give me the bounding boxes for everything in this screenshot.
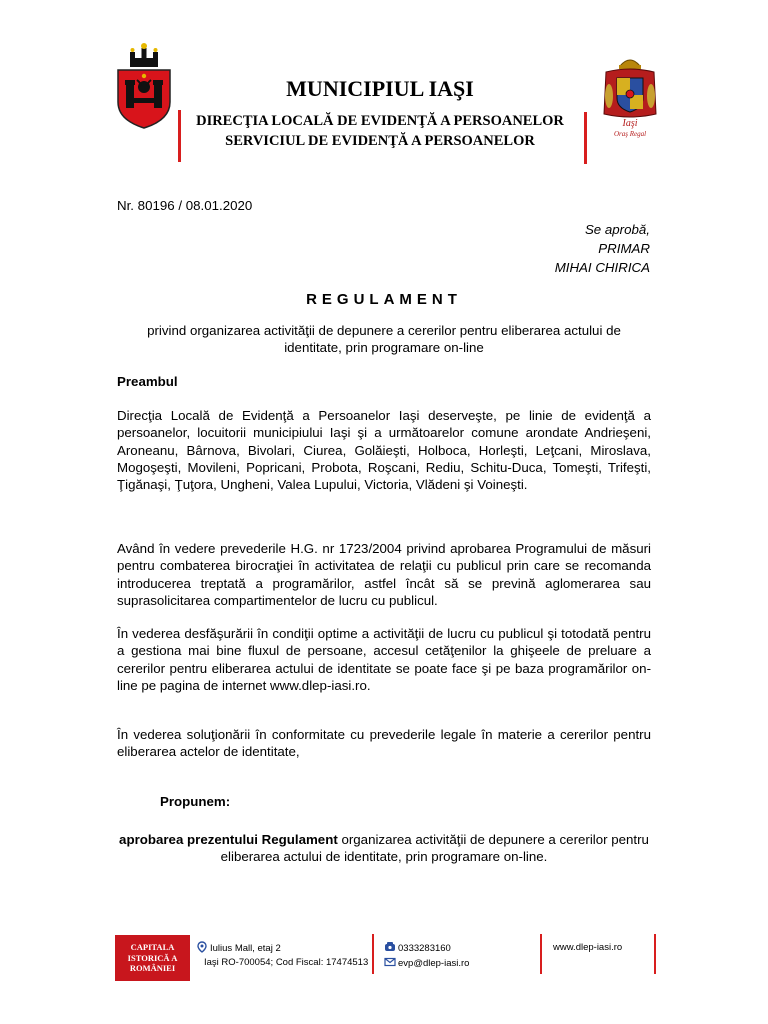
badge-line: ISTORICĂ A (127, 952, 178, 963)
header-right-rule (584, 112, 587, 164)
badge-line: CAPITALA (130, 942, 175, 953)
footer-rule-2 (540, 934, 542, 974)
propose-heading: Propunem: (160, 794, 231, 809)
final-statement-rest: organizarea activităţii de depunere a cererilor pentru eliberarea actului de identitate, prin programare on-line. (220, 832, 649, 865)
footer-contact (384, 941, 469, 971)
iasi-royal-capital-logo-icon (600, 52, 660, 140)
phone-icon (384, 941, 396, 953)
footer-rule-1 (372, 934, 374, 974)
paragraph-4: În vederea soluţionării în conformitate cu prevederile legale în materie a cererilor pentru eliberarea actelor de identitate, (117, 727, 651, 760)
approval-line: Se aprobă, (584, 222, 650, 237)
logo-caption-2: Oraş Regal (613, 130, 647, 138)
address-line-1: Iulius Mall, etaj 2 (210, 943, 281, 954)
document-subtitle: privind organizarea activităţii de depunere a cererilor pentru eliberarea actului de identitate, prin programare on-line (147, 323, 621, 356)
document-number: Nr. 80196 / 08.01.2020 (117, 198, 253, 213)
phone-number[interactable]: 0333283160 (398, 943, 451, 954)
approval-signatory: MIHAI CHIRICA (554, 260, 650, 275)
iasi-coat-of-arms-icon (114, 40, 174, 130)
logo-caption-1: Iaşi (622, 118, 638, 129)
preamble-heading: Preambul (117, 374, 178, 389)
address-line-2: Iaşi RO-700054; Cod Fiscal: 17474513 (204, 957, 369, 968)
final-statement (117, 831, 651, 866)
capital-badge (115, 935, 190, 981)
header-service: SERVICIUL DE EVIDENŢĂ A PERSOANELOR (225, 133, 535, 149)
document-title: REGULAMENT (306, 291, 462, 308)
final-statement-bold: aprobarea prezentului Regulament (119, 832, 338, 847)
header-directorate: DIRECŢIA LOCALĂ DE EVIDENŢĂ A PERSOANELOR (196, 113, 564, 129)
email-address[interactable]: evp@dlep-iasi.ro (398, 958, 470, 969)
badge-line: ROMÂNIEI (129, 963, 176, 974)
approval-role: PRIMAR (598, 241, 650, 256)
footer-rule-3 (654, 934, 656, 974)
paragraph-1: Direcţia Locală de Evidenţă a Persoanelor Iaşi deserveşte, pe linie de evidenţă a persoanelor, locuitorii municipiului Iaşi şi a următoarelor comune arondate Andrieşeni, Aroneanu, Bârnova, Bivolari, Ciurea, Golăieşti, Holboca, Horleşti, Leţcani, Miroslava, Mogoşeşti, Movileni, Popricani, Probota, Roşcani, Rediu, Schitu-Duca, Tomeşti, Trifeşti, Ţigănaşi, Ţuţora, Ungheni, Valea Lupului, Victoria, Vlădeni şi Voineşti. (117, 408, 651, 493)
paragraph-3: În vederea desfăşurării în condiţii optime a activităţii de lucru cu publicul şi totodată pentru a gestiona mai bine fluxul de persoane, accesul cetăţenilor la ghişeele de preluare a cererilor pentru eliberarea actului de identitate se poate face şi pe baza programărilor on-line pe pagina de internet www.dlep-iasi.ro. (117, 626, 651, 693)
email-icon (384, 956, 396, 968)
location-pin-icon (196, 941, 208, 953)
website-link[interactable]: www.dlep-iasi.ro (553, 942, 623, 953)
paragraph-2: Având în vedere prevederile H.G. nr 1723/2004 privind aprobarea Programului de măsuri pentru combaterea birocraţiei în activitatea de relaţii cu publicul prin care se recomanda introducerea treptată a programărilor, astfel încât să se prevină aglomerarea sau suprasolicitarea compartimentelor de lucru cu publicul. (117, 541, 651, 608)
approval-block (470, 221, 650, 278)
page-title: MUNICIPIUL IAŞI (286, 76, 474, 101)
footer-address (196, 941, 368, 970)
